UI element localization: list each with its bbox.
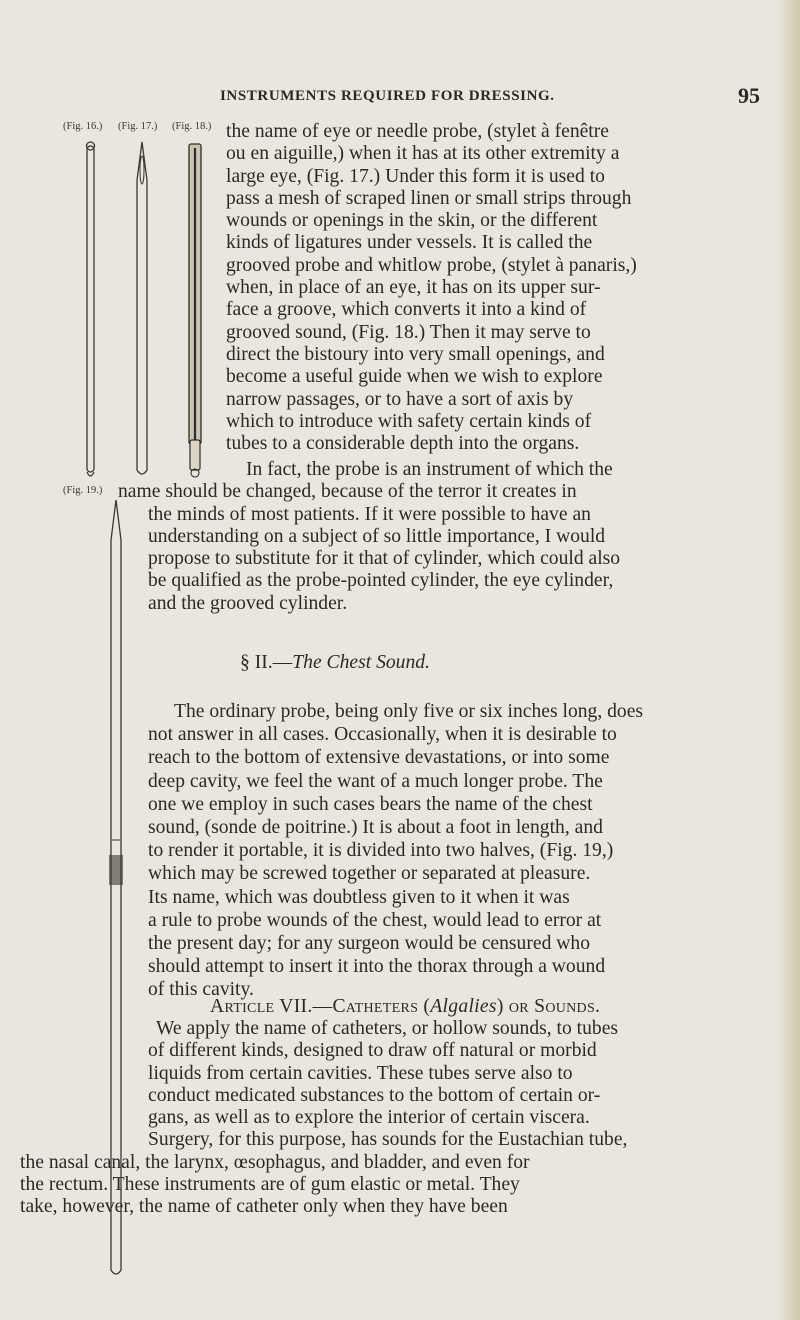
eye-probe-illustration-fig17	[130, 140, 154, 480]
text-line: direct the bistoury into very small openings, and	[226, 343, 605, 365]
text-line: face a groove, which converts it into a kind of	[226, 299, 587, 321]
text-line: should attempt to insert it into the thorax through a wound	[148, 956, 606, 978]
text-line: wounds or openings in the skin, or the different	[226, 210, 598, 232]
text-line: kinds of ligatures under vessels. It is called the	[226, 232, 593, 254]
article-italic-term: Algalies	[430, 996, 497, 1017]
text-line: when, in place of an eye, it has on its upper sur-	[226, 277, 601, 299]
text-line: to render it portable, it is divided into two halves, (Fig. 19,)	[148, 840, 614, 862]
text-line: conduct medicated substances to the bottom of certain or-	[148, 1084, 601, 1106]
text-line: reach to the bottom of extensive devastations, or into some	[148, 747, 610, 769]
text-line: ou en aiguille,) when it has at its other extremity a	[226, 143, 620, 165]
text-line: name should be changed, because of the terror it creates in	[118, 481, 577, 503]
fig-16-label: (Fig. 16.)	[63, 121, 103, 132]
text-line: gans, as well as to explore the interior of certain viscera.	[148, 1107, 590, 1129]
page-header	[0, 83, 800, 110]
text-line: not answer in all cases. Occasionally, when it is desirable to	[148, 724, 617, 746]
text-line: grooved probe and whitlow probe, (stylet à panaris,)	[226, 254, 637, 276]
fig-17-label: (Fig. 17.)	[118, 121, 158, 132]
text-line: the name of eye or needle probe, (stylet à fenêtre	[226, 121, 609, 142]
text-line: propose to substitute for it that of cylinder, which could also	[148, 548, 621, 570]
text-line: pass a mesh of scraped linen or small strips through	[226, 187, 632, 209]
article-heading-catheters	[210, 996, 750, 1018]
grooved-probe-illustration-fig18	[183, 140, 209, 480]
text-line: one we employ in such cases bears the name of the chest	[148, 793, 593, 815]
text-line: We apply the name of catheters, or hollow sounds, to tubes	[156, 1018, 619, 1039]
paragraph-eye-probe	[226, 121, 736, 455]
text-line: the rectum. These instruments are of gum elastic or metal. They	[20, 1174, 520, 1196]
text-line: Surgery, for this purpose, has sounds for the Eustachian tube,	[148, 1129, 628, 1151]
text-line: liquids from certain cavities. These tubes serve also to	[148, 1062, 573, 1084]
text-line: Its name, which was doubtless given to it when it was	[148, 886, 570, 908]
page-edge-shadow	[778, 0, 800, 1320]
text-line: deep cavity, we feel the want of a much longer probe. The	[148, 770, 603, 792]
paragraph-catheters	[20, 1018, 738, 1219]
paragraph-probe-naming	[118, 459, 738, 615]
article-suffix: ) or Sounds.	[496, 996, 601, 1017]
text-line: the minds of most patients. If it were possible to have an	[148, 503, 591, 525]
running-title: INSTRUMENTS REQUIRED FOR DRESSING.	[220, 88, 555, 104]
text-line: the present day; for any surgeon would be censured who	[148, 933, 591, 955]
fig-18-label: (Fig. 18.)	[172, 121, 212, 132]
text-line: and the grooved cylinder.	[148, 592, 348, 614]
text-line: which may be screwed together or separated at pleasure.	[148, 863, 591, 885]
section-title: The Chest Sound.	[292, 652, 430, 673]
paragraph-chest-sound	[148, 700, 738, 1002]
text-line: of different kinds, designed to draw off natural or morbid	[148, 1040, 597, 1062]
text-line: grooved sound, (Fig. 18.) Then it may serve to	[226, 321, 591, 343]
section-number: § II.—	[240, 652, 293, 673]
probe-illustration-fig16	[80, 140, 102, 480]
text-line: understanding on a subject of so little importance, I would	[148, 525, 606, 547]
text-line: narrow passages, or to have a sort of axis by	[226, 388, 574, 410]
text-line: large eye, (Fig. 17.) Under this form it is used to	[226, 165, 605, 187]
text-line: which to introduce with safety certain kinds of	[226, 410, 592, 432]
text-line: take, however, the name of catheter only when they have been	[20, 1196, 508, 1218]
fig-19-label: (Fig. 19.)	[63, 485, 103, 496]
text-line: the nasal canal, the larynx, œsophagus, and bladder, and even for	[20, 1151, 530, 1173]
text-line: of this cavity.	[148, 979, 254, 1001]
section-heading-chest-sound	[240, 652, 640, 674]
text-line: a rule to probe wounds of the chest, would lead to error at	[148, 909, 602, 931]
text-line: become a useful guide when we wish to explore	[226, 366, 603, 388]
text-line: The ordinary probe, being only five or six inches long, does	[174, 701, 644, 722]
page-number: 95	[738, 83, 760, 108]
text-line: In fact, the probe is an instrument of which the	[246, 459, 613, 480]
text-line: be qualified as the probe-pointed cylinder, the eye cylinder,	[148, 570, 614, 592]
text-line: tubes to a considerable depth into the organs.	[226, 433, 580, 455]
article-prefix: Article VII.—Catheters (	[210, 996, 431, 1017]
text-line: sound, (sonde de poitrine.) It is about a foot in length, and	[148, 817, 603, 839]
